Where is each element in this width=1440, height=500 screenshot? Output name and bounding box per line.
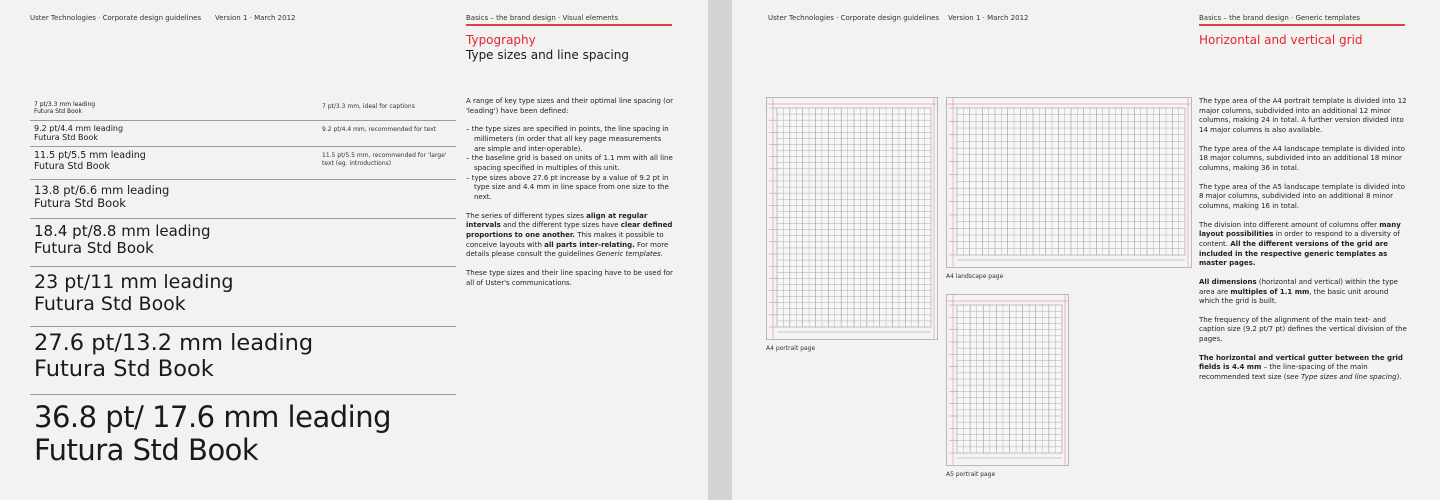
body-text-column <box>1199 97 1407 392</box>
running-header-company: Uster Technologies · Corporate design guidelines <box>768 14 940 22</box>
type-size-label: 7 pt/3.3 mm leading <box>34 101 96 108</box>
type-font-label: Futura Std Book <box>34 239 154 258</box>
gutter-paragraph: The horizontal and vertical gutter between the grid fields is 4.4 mm – the line-spacing of the main recommended text size (see Type sizes and line spacing). <box>1199 353 1403 382</box>
caption-a4-portrait: A4 portrait page <box>766 345 816 352</box>
a5-paragraph: The type area of the A5 landscape template is divided into 8 major columns, subdivided into an additional 8 minor columns, making 16 in total. <box>1199 182 1405 210</box>
type-size-row <box>30 327 456 395</box>
running-header-section: Basics – the brand design · Visual elements <box>466 14 619 22</box>
type-size-row <box>30 395 456 495</box>
type-size-row <box>30 121 456 147</box>
running-header-version: Version 1 · March 2012 <box>948 14 1029 22</box>
running-header-version: Version 1 · March 2012 <box>215 14 296 22</box>
type-size-label: 13.8 pt/6.6 mm leading <box>34 183 170 197</box>
grid-illustration <box>767 98 937 339</box>
type-font-label: Futura Std Book <box>34 292 186 315</box>
a5-portrait-grid <box>946 294 1069 466</box>
frequency-paragraph: The frequency of the alignment of the main text- and caption size (9.2 pt/7 pt) defines the vertical division of the pages. <box>1199 315 1407 344</box>
type-font-label: Futura Std Book <box>34 107 82 115</box>
running-header-company: Uster Technologies · Corporate design guidelines <box>30 14 202 22</box>
usage-paragraph: These type sizes and their line spacing have to be used for all of Uster's communications. <box>466 268 673 287</box>
intro-paragraph: A range of key type sizes and their optimal line spacing (or 'leading') have been defined: <box>466 97 674 115</box>
bullet-item: – type sizes above 27.6 pt increase by a value of 9.2 pt in type size and 4.4 mm in line space from one size to the next. <box>466 173 669 201</box>
type-size-note: 11.5 pt/5.5 mm, recommended for 'large' text (eg. introductions) <box>322 152 447 167</box>
a4-portrait-paragraph: The type area of the A4 portrait template is divided into 12 major columns, subdivided into an additional 12 minor columns, making 24 in total. A further version divided into 14 major columns is also available. <box>1199 97 1407 134</box>
type-size-row <box>30 219 456 267</box>
type-size-note: 9.2 pt/4.4 mm, recommended for text <box>322 126 436 133</box>
type-size-label: 36.8 pt/ 17.6 mm leading <box>34 400 391 434</box>
a4-portrait-grid <box>766 97 938 340</box>
type-size-label: 18.4 pt/8.8 mm leading <box>34 222 211 240</box>
left-page <box>0 0 708 500</box>
type-size-row <box>30 267 456 327</box>
running-header-section: Basics – the brand design · Generic templates <box>1199 14 1361 22</box>
type-size-label: 27.6 pt/13.2 mm leading <box>34 330 314 356</box>
a4-landscape-paragraph: The type area of the A4 landscape template is divided into 18 major columns, subdivided into an additional 18 minor columns, making 36 in total. <box>1199 144 1405 172</box>
right-page <box>732 0 1440 500</box>
grid-illustration <box>947 295 1068 465</box>
type-size-row <box>30 180 456 219</box>
section-title: Horizontal and vertical grid <box>1199 33 1363 47</box>
bullet-list <box>466 125 674 202</box>
header-rule <box>1199 24 1405 26</box>
section-title: Typography <box>466 33 536 47</box>
type-size-label: 23 pt/11 mm leading <box>34 271 234 293</box>
type-font-label: Futura Std Book <box>34 196 126 211</box>
layout-possibilities-paragraph: The division into different amount of columns offer many layout possibilities in order to respond to a diversity of content. All the different versions of the grid are included in the respective generic templates as master pages. <box>1199 220 1401 268</box>
bullet-item: – the baseline grid is based on units of 1.1 mm with all line spacing specified in multiples of this unit. <box>466 154 673 172</box>
type-size-label: 9.2 pt/4.4 mm leading <box>34 124 124 133</box>
type-size-label: 11.5 pt/5.5 mm leading <box>34 150 146 161</box>
section-subtitle: Type sizes and line spacing <box>466 48 629 62</box>
type-size-note: 7 pt/3.3 mm, ideal for captions <box>322 103 415 110</box>
dimensions-paragraph: All dimensions (horizontal and vertical) within the type area are multiples of 1.1 mm, the basic unit around which the grid is built. <box>1199 277 1398 306</box>
type-font-label: Futura Std Book <box>34 133 98 143</box>
caption-a5-portrait: A5 portrait page <box>946 471 996 478</box>
grid-illustration <box>947 98 1191 267</box>
body-text-column <box>466 97 674 297</box>
spread-gutter <box>708 0 732 500</box>
type-font-label: Futura Std Book <box>34 433 259 468</box>
type-font-label: Futura Std Book <box>34 355 214 382</box>
alignment-paragraph: The series of different types sizes align at regular intervals and the different type sizes have clear defined proportions to one another. This makes it possible to conceive layouts with all parts inter-relating. For more details please consult the guidelines Generic templates. <box>466 211 673 259</box>
type-font-label: Futura Std Book <box>34 160 110 172</box>
bullet-item: – the type sizes are specified in points, the line spacing in millimeters (in order that all key page measurements are simple and inter-operable). <box>466 125 669 153</box>
caption-a4-landscape: A4 landscape page <box>946 273 1004 280</box>
header-rule <box>466 24 672 26</box>
type-size-row <box>30 147 456 180</box>
a4-landscape-grid <box>946 97 1192 268</box>
type-size-row <box>30 100 456 121</box>
